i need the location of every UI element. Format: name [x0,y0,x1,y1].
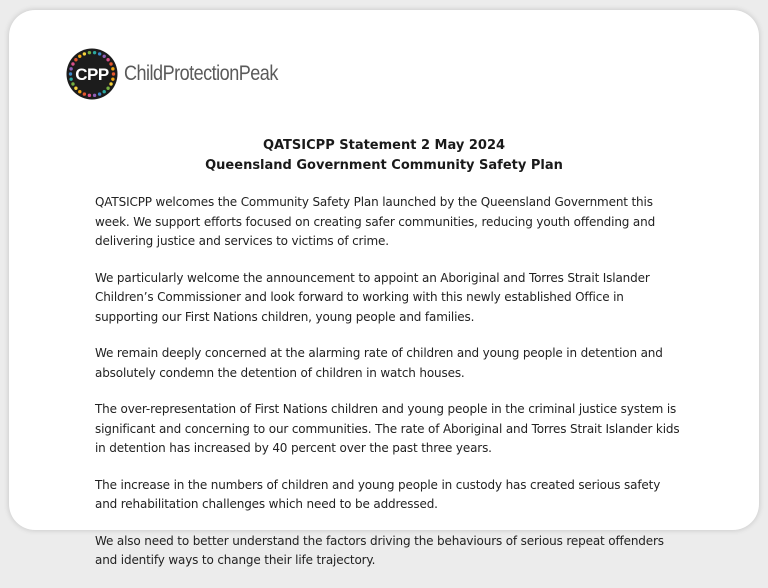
cpp-badge-logo [66,48,118,100]
badge-dot [98,92,101,95]
paragraph-line: We particularly welcome the announcement to appoint an Aboriginal and Torres Strait Islander [95,270,650,285]
badge-dot [78,55,81,58]
paragraph [95,400,685,459]
badge-dot [71,62,74,65]
paragraph [95,269,685,328]
badge-dot [74,58,77,61]
heading-line-1: QATSICPP Statement 2 May 2024 [262,138,506,153]
badge-dot [71,82,74,85]
paragraph-line: The increase in the numbers of children and young people in custody has created serious safety [95,477,661,492]
paragraph-line: absolutely condemn the detention of children in watch houses. [95,365,465,380]
badge-dot [88,94,91,97]
badge-dot [98,52,101,55]
badge-dot [111,77,114,80]
paragraph-line: We remain deeply concerned at the alarming rate of children and young people in detention and [95,346,663,360]
logo-name: ChildProtectionPeak [124,62,278,85]
badge-dot [69,67,72,70]
heading-line-2: Queensland Government Community Safety Plan [205,158,563,173]
badge-dot [103,90,106,93]
badge-dot [93,94,96,97]
badge-dot [103,55,106,58]
paragraph-line: Children’s Commissioner and look forward to working with this newly established Office in [95,290,624,304]
statement-heading [9,136,759,176]
badge-dot [106,58,109,61]
paragraph-line: in detention has increased by 40 percent over the past three years. [95,441,492,455]
badge-dot [109,62,112,65]
paragraph-line: significant and concerning to our communities. The rate of Aboriginal and Torres Strait Islander kids [95,421,680,436]
paragraph [95,344,685,383]
badge-dot [106,87,109,90]
badge-dot [69,77,72,80]
paragraph [95,476,685,515]
paragraph [95,532,685,571]
badge-dot [83,52,86,55]
badge-dot [111,67,114,70]
statement-body [95,193,685,588]
badge-dot [112,72,115,75]
badge-dot [93,51,96,54]
paragraph-line: The over-representation of First Nations children and young people in the criminal justice system is [95,402,677,416]
badge-dot [83,92,86,95]
document-page [9,10,759,567]
paragraph-line: supporting our First Nations children, young people and families. [95,309,475,324]
paragraph-line: We also need to better understand the factors driving the behaviours of serious repeat offenders [95,533,664,548]
logo [66,48,303,100]
paragraph [95,193,685,252]
badge-dot [69,72,72,75]
paragraph-line: and rehabilitation challenges which need to be addressed. [95,497,438,511]
badge-dot [74,87,77,90]
paragraph-line: and identify ways to change their life trajectory. [95,553,376,567]
paragraph-line: QATSICPP welcomes the Community Safety Plan launched by the Queensland Government this [95,195,653,209]
badge-dot [109,82,112,85]
badge-dot [78,90,81,93]
paragraph-line: delivering justice and services to victims of crime. [95,234,389,248]
badge-text: CPP [75,65,109,84]
paragraph-line: week. We support efforts focused on creating safer communities, reducing youth offending and [95,214,656,229]
badge-dot [88,51,91,54]
